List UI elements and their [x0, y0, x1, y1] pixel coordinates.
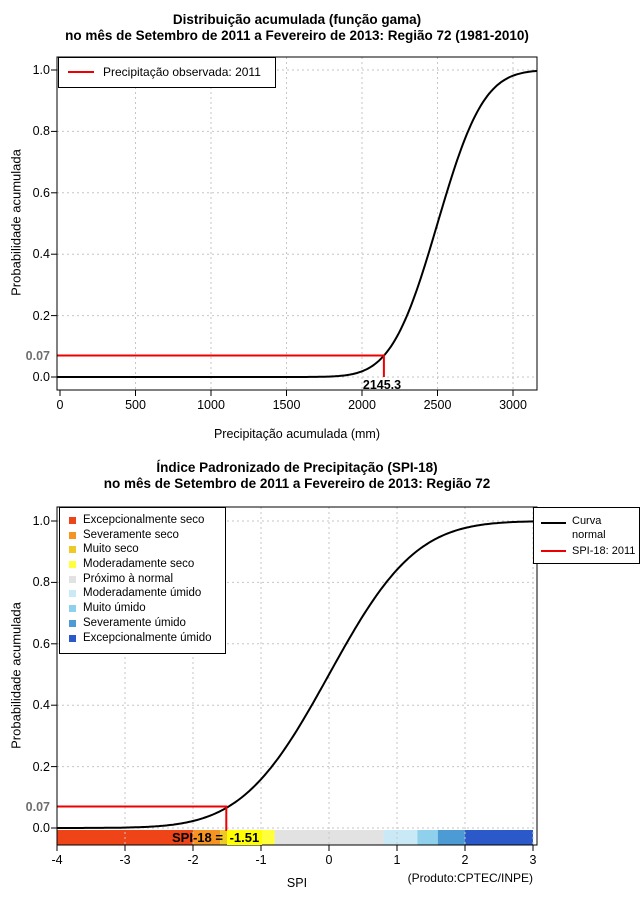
category-label: Excepcionalmente úmido	[83, 631, 212, 644]
category-color-swatch	[69, 620, 76, 627]
spi-bar-segment	[241, 830, 275, 845]
y-tick-label: 0.6	[32, 185, 50, 200]
category-legend-item	[60, 528, 225, 543]
product-note: (Produto:CPTEC/INPE)	[407, 871, 533, 885]
chart1-legend-label: Precipitação observada: 2011	[103, 65, 261, 79]
y-tick-label: 0.2	[32, 759, 50, 774]
category-color-swatch	[69, 532, 76, 539]
category-color-swatch	[69, 576, 76, 583]
x-tick-label: 1500	[272, 398, 301, 412]
y-tick-label: 0.4	[32, 247, 50, 262]
chart2-title: Índice Padronizado de Precipitação (SPI-18)	[156, 460, 438, 475]
cdf-curve	[57, 71, 537, 377]
category-color-swatch	[69, 546, 76, 553]
spi-bar-segment	[417, 830, 437, 845]
y-tick-label: 0.4	[32, 698, 50, 713]
spi-line-label: SPI-18: 2011	[572, 545, 636, 557]
chart1-annotation-value: 2145.3	[362, 378, 402, 392]
y-tick-label: 1.0	[32, 514, 50, 528]
y-tick-label: 1.0	[32, 63, 50, 77]
spi-bar-segment	[383, 830, 417, 845]
chart2-curves-legend	[533, 507, 640, 564]
category-label: Excepcionalmente seco	[83, 514, 205, 526]
chart2-x-axis-title: SPI	[286, 876, 308, 890]
x-tick-label: 3000	[499, 398, 527, 412]
spi-bar-segment	[438, 830, 465, 845]
x-tick-label: 2000	[348, 398, 376, 412]
category-legend-item	[60, 557, 225, 572]
x-tick-label: 1000	[197, 398, 225, 412]
y-tick-label: 0.8	[32, 575, 50, 590]
spi-bar-segment	[465, 830, 533, 845]
spi-category-legend	[59, 507, 226, 654]
category-label: Moderadamente úmido	[83, 587, 202, 600]
x-tick-label: -2	[187, 853, 199, 867]
category-legend-item	[60, 542, 225, 557]
normal-curve-label: Curva normal	[572, 515, 606, 541]
x-tick-label: 0	[325, 853, 333, 867]
x-tick-label: 2	[461, 853, 469, 867]
category-color-swatch	[69, 561, 76, 568]
category-label: Severamente úmido	[83, 616, 186, 629]
x-tick-label: 0	[56, 398, 64, 412]
spi-annotation-prefix: SPI-18 =	[172, 830, 227, 845]
chart1-y-axis-title: Probabilidade acumulada	[8, 149, 24, 296]
normal-curve-line-sample	[541, 522, 566, 524]
x-tick-label: 500	[125, 398, 146, 412]
category-color-swatch	[69, 605, 76, 612]
category-legend-item	[60, 601, 225, 616]
category-label: Severamente seco	[83, 528, 179, 541]
x-tick-label: -3	[119, 853, 131, 867]
plot-box	[57, 57, 537, 390]
category-legend-item	[60, 586, 225, 601]
category-label: Muito seco	[83, 543, 139, 556]
category-color-swatch	[69, 590, 76, 597]
chart1-x-axis-title: Precipitação acumulada (mm)	[213, 427, 381, 441]
category-label: Próximo à normal	[83, 572, 174, 585]
category-legend-item	[60, 631, 225, 646]
x-tick-label: 2500	[423, 398, 452, 412]
spi-bar-segment	[220, 830, 240, 845]
spi-annotation-value: -1.51	[227, 830, 263, 845]
x-tick-label: 1	[393, 853, 401, 867]
y-tick-label: 0.0	[32, 821, 50, 835]
y-tick-label: 0.2	[32, 308, 50, 323]
category-color-swatch	[69, 517, 76, 524]
y-tick-label: 0.6	[32, 636, 50, 651]
spi-bar-segment	[193, 830, 220, 845]
chart1-title: Distribuição acumulada (função gama)	[172, 12, 422, 27]
spi-line-sample	[541, 550, 566, 552]
chart1-legend	[58, 57, 276, 88]
y-tick-label: 0.0	[32, 370, 50, 384]
category-legend-item	[60, 572, 225, 587]
x-tick-label: -4	[51, 853, 63, 867]
y-tick-label: 0.8	[32, 124, 50, 139]
chart2-y-axis-title: Probabilidade acumulada	[8, 602, 24, 749]
chart1-special-ytick-007: 0.07	[25, 349, 50, 363]
observed-line	[57, 356, 384, 378]
chart2-subtitle: no mês de Setembro de 2011 a Fevereiro de 2013: Região 72	[103, 476, 491, 491]
chart2-special-ytick-007: 0.07	[25, 800, 50, 814]
observed-line-sample	[68, 71, 94, 73]
category-color-swatch	[69, 635, 76, 642]
x-tick-label: 3	[529, 853, 537, 867]
category-legend-item	[60, 513, 225, 528]
category-label: Muito úmido	[83, 602, 146, 615]
category-legend-item	[60, 616, 225, 631]
chart1-subtitle: no mês de Setembro de 2011 a Fevereiro de 2013: Região 72 (1981-2010)	[65, 28, 529, 43]
x-tick-label: -1	[255, 853, 267, 867]
category-label: Moderadamente seco	[83, 558, 195, 571]
